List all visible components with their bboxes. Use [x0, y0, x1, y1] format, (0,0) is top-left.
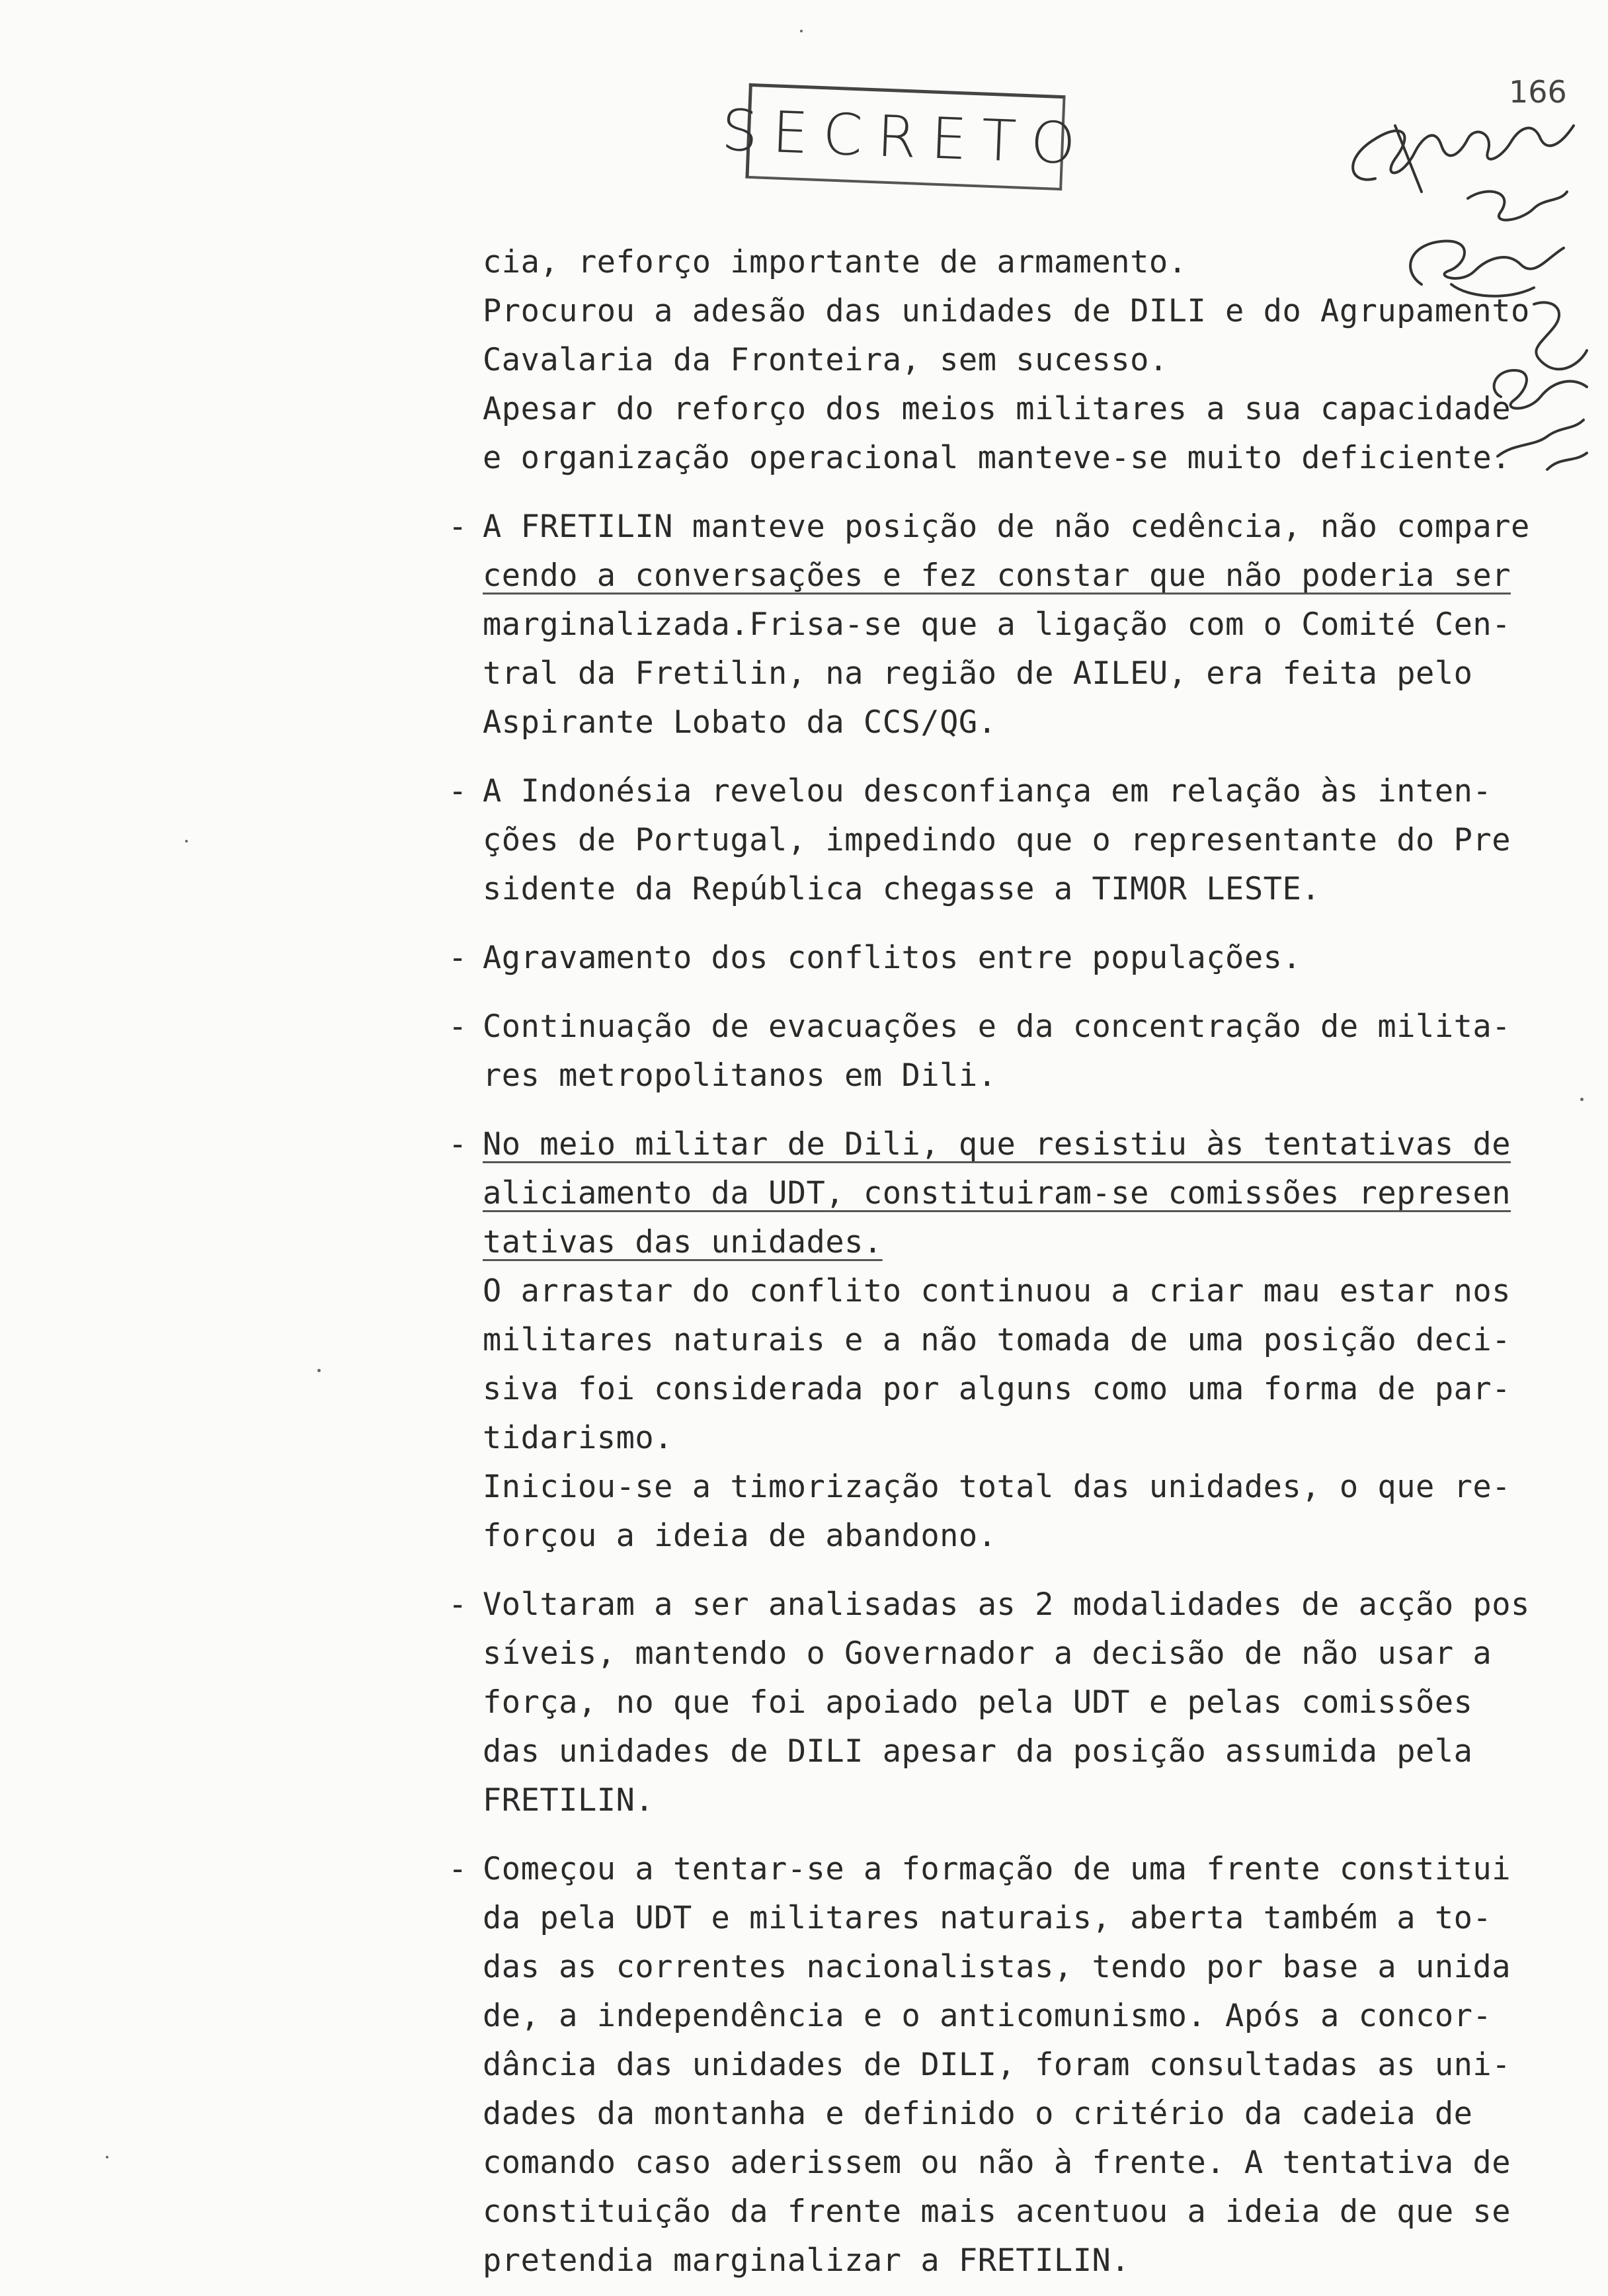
text-line: Iniciou-se a timorização total das unidades, o que re- [483, 1469, 1511, 1505]
text-line: O arrastar do conflito continuou a criar mau estar nos [483, 1273, 1511, 1309]
bullet-dash: - [448, 940, 467, 976]
text-line: dância das unidades de DILI, foram consultadas as uni- [483, 2047, 1511, 2083]
document-body [448, 238, 1530, 2285]
bullet-indonesia [448, 767, 1527, 914]
text-line: siva foi considerada por alguns como uma forma de par- [483, 1371, 1511, 1407]
bullet-dash: - [448, 509, 467, 545]
text-line: militares naturais e a não tomada de uma posição deci- [483, 1322, 1511, 1358]
text-line: força, no que foi apoiado pela UDT e pelas comissões [483, 1684, 1473, 1721]
text-line: comando caso aderissem ou não à frente. A tentativa de [483, 2145, 1511, 2181]
page-number: 166 [1509, 74, 1567, 110]
text-line: da pela UDT e militares naturais, aberta também a to- [483, 1900, 1492, 1936]
text-line: das as correntes nacionalistas, tendo por base a unida [483, 1949, 1511, 1985]
text-line: Apesar do reforço dos meios militares a sua capacidade [483, 391, 1511, 427]
bullet-dash: - [448, 1126, 467, 1163]
text-line: Começou a tentar-se a formação de uma frente constitui [483, 1851, 1511, 1887]
text-line: No meio militar de Dili, que resistiu às tentativas de [483, 1126, 1511, 1163]
bullet-conflicts [448, 934, 1527, 983]
text-line: res metropolitanos em Dili. [483, 1057, 997, 1094]
text-line: dades da montanha e definido o critério da cadeia de [483, 2096, 1473, 2132]
bullet-evacuations [448, 1003, 1527, 1100]
bullet-front [448, 1845, 1527, 2285]
text-line: e organização operacional manteve-se muito deficiente. [483, 440, 1511, 476]
bullet-military-dili [448, 1120, 1527, 1561]
text-line: aliciamento da UDT, constituiram-se comissões represen [483, 1175, 1511, 1211]
text-line: das unidades de DILI apesar da posição assumida pela [483, 1733, 1473, 1770]
text-line: ções de Portugal, impedindo que o representante do Pre [483, 822, 1511, 858]
bullet-dash: - [448, 1008, 467, 1045]
text-line: A FRETILIN manteve posição de não cedência, não compare [483, 509, 1530, 545]
text-line: tral da Fretilin, na região de AILEU, era feita pelo [483, 655, 1473, 692]
text-line: constituição da frente mais acentuou a ideia de que se [483, 2194, 1511, 2230]
bullet-dash: - [448, 1851, 467, 1887]
paper-speck [800, 30, 803, 32]
text-line: tativas das unidades. [483, 1224, 883, 1260]
secret-stamp: SECRETO [745, 83, 1065, 190]
text-line: cia, reforço importante de armamento. [483, 244, 1187, 280]
text-line: pretendia marginalizar a FRETILIN. [483, 2242, 1131, 2279]
text-line: marginalizada.Frisa-se que a ligação com o Comité Cen- [483, 606, 1511, 643]
intro-paragraph [483, 238, 1530, 483]
text-line: Continuação de evacuações e da concentração de milita- [483, 1008, 1511, 1045]
text-line: Agravamento dos conflitos entre populações. [483, 940, 1302, 976]
text-line: Aspirante Lobato da CCS/QG. [483, 704, 997, 741]
bullet-dash: - [448, 1586, 467, 1623]
text-line: síveis, mantendo o Governador a decisão de não usar a [483, 1635, 1492, 1672]
text-line: forçou a ideia de abandono. [483, 1518, 997, 1554]
text-line: Voltaram a ser analisadas as 2 modalidades de acção pos [483, 1586, 1530, 1623]
paper-speck [1580, 1098, 1584, 1101]
text-line: sidente da República chegasse a TIMOR LESTE. [483, 871, 1321, 907]
paper-speck [185, 840, 188, 842]
text-line: A Indonésia revelou desconfiança em relação às inten- [483, 773, 1492, 809]
text-line: de, a independência e o anticomunismo. Após a concor- [483, 1998, 1492, 2034]
text-line: Cavalaria da Fronteira, sem sucesso. [483, 342, 1168, 378]
text-line: FRETILIN. [483, 1782, 655, 1819]
paper-speck [317, 1369, 321, 1372]
text-line: tidarismo. [483, 1420, 673, 1456]
bullet-modalities [448, 1580, 1530, 1825]
text-line: Procurou a adesão das unidades de DILI e do Agrupamento [483, 293, 1530, 329]
bullet-dash: - [448, 773, 467, 809]
paper-speck [106, 2156, 108, 2158]
text-line: cendo a conversações e fez constar que não poderia ser [483, 557, 1511, 594]
bullet-fretilin [448, 503, 1530, 747]
